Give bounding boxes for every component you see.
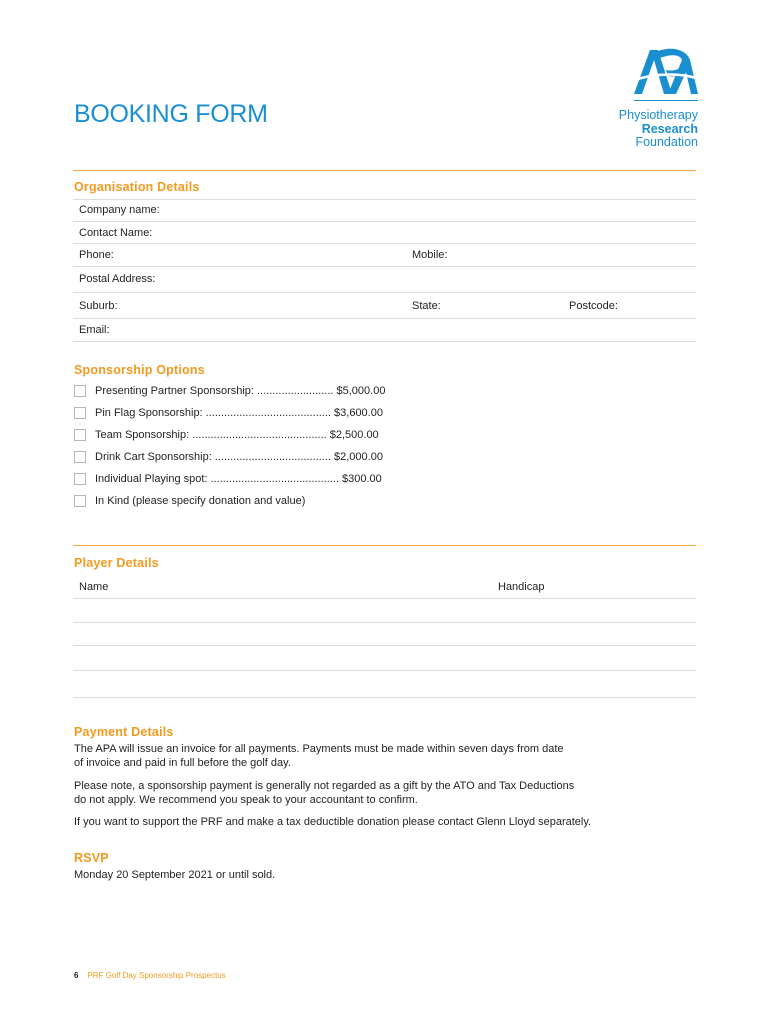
suburb-label: Suburb: — [79, 300, 118, 312]
payment-paragraph-2 — [74, 779, 674, 807]
payment-p1-line2: of invoice and paid in full before the golf day. — [74, 757, 291, 769]
sponsorship-heading: Sponsorship Options — [74, 363, 205, 377]
sponsorship-option[interactable] — [74, 472, 382, 486]
checkbox[interactable] — [74, 451, 86, 463]
logo-line-3: Foundation — [635, 135, 698, 149]
table-row — [73, 697, 696, 698]
page-number: 6 — [74, 971, 79, 980]
divider — [73, 341, 696, 342]
divider — [73, 545, 696, 546]
page-title: BOOKING FORM — [74, 100, 268, 128]
checkbox[interactable] — [74, 473, 86, 485]
sponsorship-option[interactable] — [74, 384, 385, 398]
payment-heading: Payment Details — [74, 725, 174, 739]
footer-text: PRF Golf Day Sponsorship Prospectus — [87, 971, 226, 980]
logo-line-1: Physiotherapy — [618, 108, 698, 122]
payment-p1-line1: The APA will issue an invoice for all payments. Payments must be made within seven days from date — [74, 743, 564, 755]
mobile-label: Mobile: — [412, 249, 448, 261]
checkbox[interactable] — [74, 385, 86, 397]
apa-logo-icon — [628, 46, 698, 104]
organisation-heading: Organisation Details — [74, 180, 200, 194]
divider — [73, 170, 696, 171]
postcode-label: Postcode: — [569, 300, 618, 312]
checkbox[interactable] — [74, 495, 86, 507]
divider — [73, 318, 696, 319]
company-name-label: Company name: — [79, 204, 160, 216]
divider — [73, 221, 696, 222]
option-label: Individual Playing spot: .......................................... $300.00 — [95, 473, 382, 485]
option-label: Drink Cart Sponsorship: ...................................... $2,000.00 — [95, 451, 383, 463]
email-label: Email: — [79, 324, 110, 336]
sponsorship-option[interactable] — [74, 428, 379, 442]
divider — [73, 199, 696, 200]
name-column-header: Name — [79, 581, 109, 593]
payment-paragraph-1 — [74, 742, 674, 770]
page-footer — [74, 971, 226, 980]
sponsorship-option[interactable] — [74, 450, 383, 464]
logo-text — [619, 109, 698, 150]
option-label: Presenting Partner Sponsorship: ......................... $5,000.00 — [95, 385, 386, 397]
divider — [73, 292, 696, 293]
table-row — [73, 598, 696, 599]
divider — [73, 266, 696, 267]
state-label: State: — [412, 300, 441, 312]
player-heading: Player Details — [74, 556, 159, 570]
divider — [73, 243, 696, 244]
phone-label: Phone: — [79, 249, 114, 261]
payment-paragraph-3: If you want to support the PRF and make a tax deductible donation please contact Glenn Lloyd separately. — [74, 816, 592, 828]
option-label: Team Sponsorship: ............................................ $2,500.00 — [95, 429, 379, 441]
logo-line-2: Research — [641, 121, 698, 136]
checkbox[interactable] — [74, 429, 86, 441]
table-row — [73, 670, 696, 671]
payment-p2-line2: do not apply. We recommend you speak to your accountant to confirm. — [74, 794, 418, 806]
sponsorship-option[interactable] — [74, 494, 305, 508]
sponsorship-option[interactable] — [74, 406, 383, 420]
option-label: Pin Flag Sponsorship: ......................................... $3,600.00 — [95, 407, 383, 419]
handicap-column-header: Handicap — [498, 581, 545, 593]
checkbox[interactable] — [74, 407, 86, 419]
contact-name-label: Contact Name: — [79, 227, 153, 239]
table-row — [73, 622, 696, 623]
table-row — [73, 645, 696, 646]
postal-address-label: Postal Address: — [79, 273, 156, 285]
rsvp-heading: RSVP — [74, 851, 109, 865]
payment-p2-line1: Please note, a sponsorship payment is generally not regarded as a gift by the ATO and Tax Deductions — [74, 780, 575, 792]
option-label: In Kind (please specify donation and value) — [95, 495, 306, 507]
rsvp-text: Monday 20 September 2021 or until sold. — [74, 869, 276, 881]
